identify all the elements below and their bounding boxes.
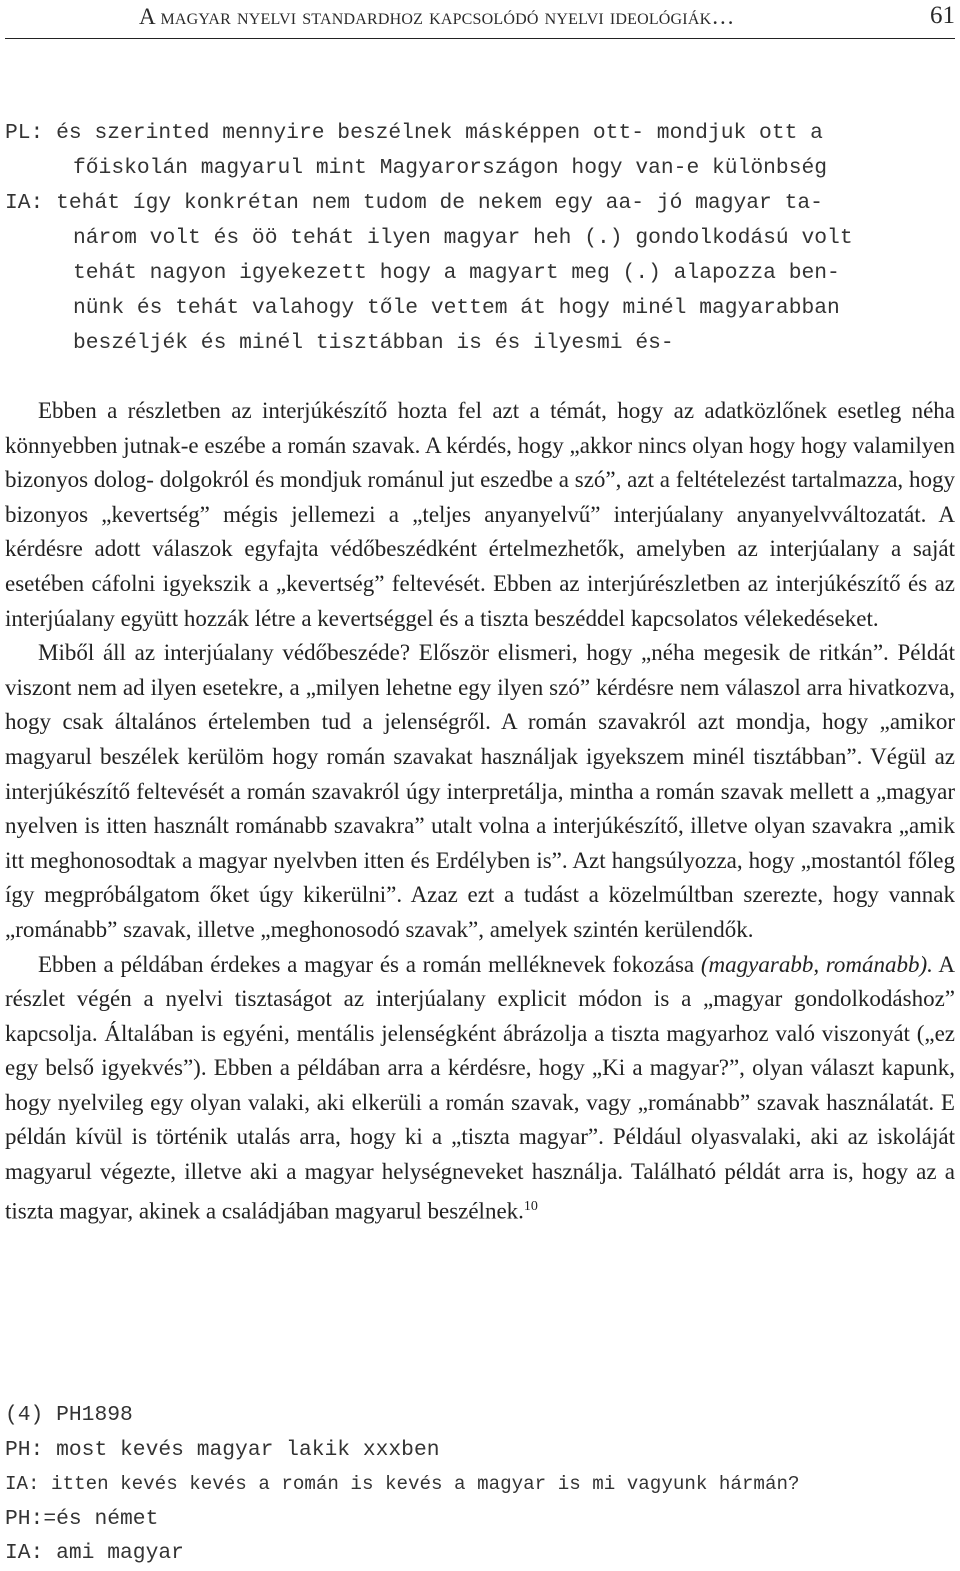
example-line: IA: ami magyar bbox=[5, 1541, 184, 1565]
page-number: 61 bbox=[930, 2, 955, 29]
body-text bbox=[5, 394, 955, 1229]
transcript-line: nünk és tehát valahogy tőle vettem át hogy minél magyarabban bbox=[73, 296, 840, 320]
text-run: A részlet végén a nyelvi tisztaságot az interjúalany explicit módon is a „magyar gondolkodáshoz” kapcsolja. Általában is egyéni, mentális jelenségként ábrázolja a tiszta magyarhoz való viszonyát („ez egy belső igyekvés”). Ebben a példában arra a kérdésre, hogy „Ki a magyar?”, olyan választ kapunk, hogy nyelvileg egy olyan valaki, aki elkerüli a román szavak, vagy „románabb” szavak használatát. E példán kívül is történik utalás arra, hogy ki a „tiszta magyar”. Például olyasvalaki, aki az iskoláját magyarul végezte, illetve aki a magyar helységneveket használja. Található példát arra is, hogy az a tiszta magyar, akinek a családjában magyarul beszélnek. bbox=[5, 951, 956, 1224]
transcript-line: nárom volt és öö tehát ilyen magyar heh (.) gondolkodású volt bbox=[73, 226, 853, 250]
example-line: PH:=és német bbox=[5, 1506, 159, 1531]
example-line: PH: most kevés magyar lakik xxxben bbox=[5, 1437, 440, 1462]
interview-transcript bbox=[5, 116, 960, 361]
example-line: (4) PH1898 bbox=[5, 1403, 133, 1427]
paragraph bbox=[5, 948, 955, 1229]
transcript-line: tehát nagyon igyekezett hogy a magyart meg (.) alapozza ben- bbox=[73, 261, 840, 285]
transcript-line: főiskolán magyarul mint Magyarországon hogy van-e különbség bbox=[73, 156, 828, 180]
paragraph bbox=[5, 394, 955, 636]
transcript-line: PL: és szerinted mennyire beszélnek másképpen ott- mondjuk ott a bbox=[5, 121, 823, 145]
transcript-line: beszéljék és minél tisztábban is és ilyesmi és- bbox=[73, 331, 674, 355]
text-run: Ebben a részletben az interjúkészítő hozta fel azt a témát, hogy az adatközlőnek esetleg néha könnyebben jutnak-e eszébe a román szavak. A kérdés, hogy „akkor nincs olyan hogy hogy valamilyen bizonyos dolog- dolgokról és mondjuk románul jut eszedbe a szó”, azt a feltételezést tartalmazza, hogy bizonyos „kevertség” mégis jellemezi a „teljes anyanyelvű” interjúalany anyanyelvváltozatát. A kérdésre adott válaszok egyfajta védőbeszédként értelmezhetők, amelyben az interjúalany a saját esetében cáfolni igyekszik a „kevertség” feltevését. Ebben az interjúrészletben az interjúkészítő és az interjúalany együtt hozzák létre a kevertséggel és a tiszta beszéddel kapcsolatos vélekedéseket. bbox=[5, 398, 955, 631]
paragraph bbox=[5, 636, 955, 947]
footnote-marker: 10 bbox=[523, 1198, 538, 1214]
running-title: A magyar nyelvi standardhoz kapcsolódó nyelvi ideológiák… bbox=[139, 4, 735, 29]
italic-text: (magyarabb, románabb). bbox=[700, 951, 933, 977]
example-line: IA: itten kevés kevés a román is kevés a magyar is mi vagyunk hármán? bbox=[5, 1473, 800, 1495]
example-transcript bbox=[5, 1398, 960, 1571]
page-header bbox=[5, 0, 955, 39]
text-run: Miből áll az interjúalany védőbeszéde? Először elismeri, hogy „néha megesik de ritkán”. Példát viszont nem ad ilyen esetekre, a „milyen lehetne egy ilyen szó” kérdésre nem válaszol arra hivatkozva, hogy csak általános értelemben tud a jelenségről. A román szavakról azt mondja, hogy „amikor magyarul beszélek kerülöm hogy román szavakat használjak igyekszem minél tisztábban”. Végül az interjúkészítő feltevését a román szavakról úgy interpretálja, mintha a román szavak mellett a „magyar nyelven is itten használt románabb szavakra” utalt volna a interjúkészítő, illetve olyan szavakra „amik itt meghonosodtak a magyar nyelvben itten és Erdélyben is”. Azt hangsúlyozza, hogy „mostantól főleg így megpróbálgatom őket úgy kikerülni”. Azaz ezt a tudást a közelmúltban szerezte, hogy vannak „románabb” szavak, illetve „meghonosodó szavak”, amelyek szintén kerülendők. bbox=[5, 640, 955, 942]
transcript-line: IA: tehát így konkrétan nem tudom de nekem egy aa- jó magyar ta- bbox=[5, 191, 823, 215]
text-run: Ebben a példában érdekes a magyar és a román melléknevek fokozása bbox=[38, 951, 701, 977]
